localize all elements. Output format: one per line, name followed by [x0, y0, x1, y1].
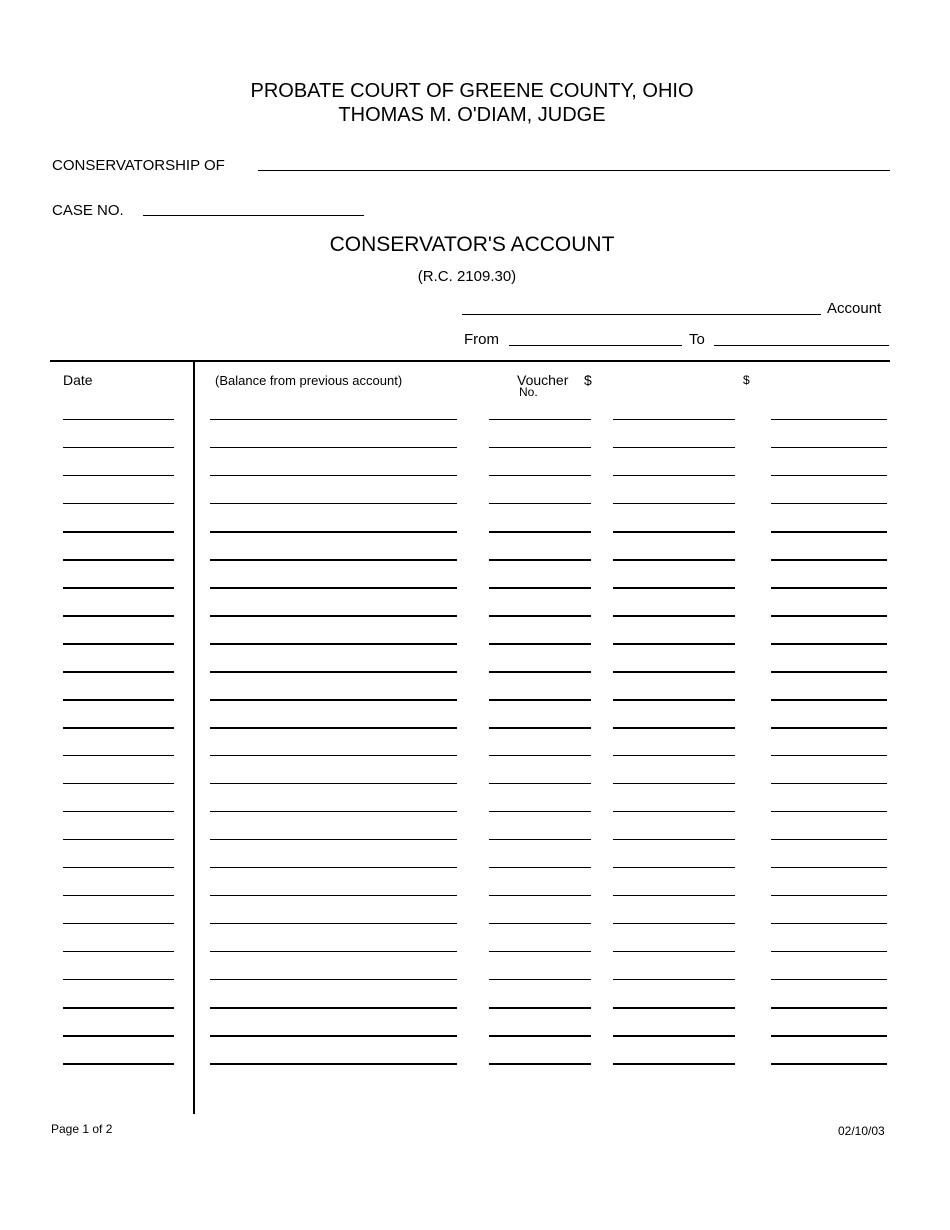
voucher-cell[interactable] [489, 811, 591, 812]
revision-date: 02/10/03 [838, 1124, 885, 1138]
description-cell[interactable] [210, 559, 457, 561]
date-cell[interactable] [63, 559, 174, 561]
date-cell[interactable] [63, 1063, 174, 1065]
balance-cell[interactable] [771, 419, 887, 420]
amount-cell[interactable] [613, 531, 735, 533]
balance-cell[interactable] [771, 671, 887, 673]
case-no-label: CASE NO. [52, 202, 124, 219]
to-date-field[interactable] [714, 345, 889, 346]
form-title: CONSERVATOR'S ACCOUNT [329, 233, 615, 256]
description-cell[interactable] [210, 699, 457, 701]
description-cell[interactable] [210, 811, 457, 812]
balance-cell[interactable] [771, 839, 887, 840]
voucher-no-label: No. [519, 385, 538, 399]
amount-cell[interactable] [613, 979, 735, 980]
from-label: From [464, 331, 499, 348]
voucher-cell[interactable] [489, 587, 591, 589]
voucher-cell[interactable] [489, 1007, 591, 1009]
balance-cell[interactable] [771, 783, 887, 784]
description-cell[interactable] [210, 895, 457, 896]
amount-cell[interactable] [613, 503, 735, 504]
description-cell[interactable] [210, 755, 457, 756]
court-name: PROBATE COURT OF GREENE COUNTY, OHIO [250, 80, 694, 102]
description-cell[interactable] [210, 839, 457, 840]
date-cell[interactable] [63, 643, 174, 645]
balance-cell[interactable] [771, 923, 887, 924]
date-cell[interactable] [63, 531, 174, 533]
from-date-field[interactable] [509, 345, 682, 346]
date-column-header: Date [63, 372, 93, 388]
statute-reference: (R.C. 2109.30) [417, 268, 517, 285]
voucher-cell[interactable] [489, 419, 591, 420]
amount-cell[interactable] [613, 419, 735, 420]
balance-cell[interactable] [771, 447, 887, 448]
description-cell[interactable] [210, 951, 457, 952]
balance-cell[interactable] [771, 1035, 887, 1037]
date-cell[interactable] [63, 615, 174, 617]
voucher-cell[interactable] [489, 699, 591, 701]
description-cell[interactable] [210, 1063, 457, 1065]
voucher-cell[interactable] [489, 923, 591, 924]
description-cell[interactable] [210, 531, 457, 533]
date-cell[interactable] [63, 951, 174, 952]
balance-cell[interactable] [771, 503, 887, 504]
table-top-rule [50, 360, 890, 362]
description-cell[interactable] [210, 1035, 457, 1037]
voucher-cell[interactable] [489, 615, 591, 617]
amount-cell[interactable] [613, 1007, 735, 1009]
balance-cell[interactable] [771, 1007, 887, 1009]
voucher-column-header: Voucher [517, 372, 569, 388]
account-label: Account [827, 300, 882, 317]
date-cell[interactable] [63, 839, 174, 840]
amount-cell[interactable] [613, 923, 735, 924]
balance-cell[interactable] [771, 615, 887, 617]
voucher-cell[interactable] [489, 755, 591, 756]
amount-cell[interactable] [613, 727, 735, 729]
date-cell[interactable] [63, 727, 174, 729]
amount-cell[interactable] [613, 783, 735, 784]
date-cell[interactable] [63, 503, 174, 504]
date-cell[interactable] [63, 783, 174, 784]
balance-cell[interactable] [771, 811, 887, 812]
description-cell[interactable] [210, 643, 457, 645]
voucher-cell[interactable] [489, 447, 591, 448]
voucher-cell[interactable] [489, 895, 591, 896]
page-number: Page 1 of 2 [51, 1122, 113, 1136]
date-cell[interactable] [63, 699, 174, 701]
account-number-field[interactable] [462, 314, 821, 315]
voucher-cell[interactable] [489, 867, 591, 868]
amount-cell[interactable] [613, 867, 735, 868]
balance-cell[interactable] [771, 979, 887, 980]
amount-cell[interactable] [613, 671, 735, 673]
to-label: To [689, 331, 705, 348]
balance-cell[interactable] [771, 559, 887, 561]
date-cell[interactable] [63, 475, 174, 476]
description-cell[interactable] [210, 615, 457, 617]
date-cell[interactable] [63, 587, 174, 589]
voucher-cell[interactable] [489, 503, 591, 504]
amount-cell[interactable] [613, 755, 735, 756]
voucher-cell[interactable] [489, 783, 591, 784]
description-cell[interactable] [210, 587, 457, 589]
amount-cell[interactable] [613, 1063, 735, 1065]
amount-cell[interactable] [613, 951, 735, 952]
voucher-cell[interactable] [489, 979, 591, 980]
voucher-cell[interactable] [489, 839, 591, 840]
description-cell[interactable] [210, 979, 457, 980]
voucher-cell[interactable] [489, 1063, 591, 1065]
conservatorship-field[interactable] [258, 170, 890, 171]
description-cell[interactable] [210, 1007, 457, 1009]
date-cell[interactable] [63, 1007, 174, 1009]
description-cell[interactable] [210, 923, 457, 924]
amount-cell[interactable] [613, 475, 735, 476]
amount-cell[interactable] [613, 895, 735, 896]
table-divider [193, 361, 195, 1114]
dollar-sign-1: $ [584, 372, 592, 388]
balance-cell[interactable] [771, 643, 887, 645]
description-cell[interactable] [210, 671, 457, 673]
balance-cell[interactable] [771, 951, 887, 952]
voucher-cell[interactable] [489, 475, 591, 476]
voucher-cell[interactable] [489, 531, 591, 533]
voucher-cell[interactable] [489, 559, 591, 561]
amount-cell[interactable] [613, 643, 735, 645]
date-cell[interactable] [63, 979, 174, 980]
balance-cell[interactable] [771, 475, 887, 476]
balance-cell[interactable] [771, 1063, 887, 1065]
description-cell[interactable] [210, 447, 457, 448]
balance-cell[interactable] [771, 587, 887, 589]
description-cell[interactable] [210, 783, 457, 784]
description-cell[interactable] [210, 419, 457, 420]
voucher-cell[interactable] [489, 727, 591, 729]
case-no-field[interactable] [143, 215, 364, 216]
conservatorship-label: CONSERVATORSHIP OF [52, 157, 225, 174]
amount-cell[interactable] [613, 447, 735, 448]
amount-cell[interactable] [613, 615, 735, 617]
date-cell[interactable] [63, 895, 174, 896]
description-cell[interactable] [210, 867, 457, 868]
voucher-cell[interactable] [489, 951, 591, 952]
date-cell[interactable] [63, 811, 174, 812]
amount-cell[interactable] [613, 1035, 735, 1037]
balance-cell[interactable] [771, 531, 887, 533]
amount-cell[interactable] [613, 839, 735, 840]
balance-cell[interactable] [771, 755, 887, 756]
date-cell[interactable] [63, 923, 174, 924]
description-column-header: (Balance from previous account) [215, 373, 403, 388]
judge-name: THOMAS M. O'DIAM, JUDGE [338, 104, 606, 126]
balance-cell[interactable] [771, 699, 887, 701]
date-cell[interactable] [63, 419, 174, 420]
amount-cell[interactable] [613, 587, 735, 589]
date-cell[interactable] [63, 1035, 174, 1037]
date-cell[interactable] [63, 755, 174, 756]
balance-cell[interactable] [771, 895, 887, 896]
description-cell[interactable] [210, 503, 457, 504]
date-cell[interactable] [63, 447, 174, 448]
description-cell[interactable] [210, 475, 457, 476]
balance-cell[interactable] [771, 727, 887, 729]
amount-cell[interactable] [613, 559, 735, 561]
balance-cell[interactable] [771, 867, 887, 868]
amount-cell[interactable] [613, 699, 735, 701]
date-cell[interactable] [63, 867, 174, 868]
voucher-cell[interactable] [489, 671, 591, 673]
voucher-cell[interactable] [489, 1035, 591, 1037]
dollar-sign-2: $ [743, 373, 750, 387]
description-cell[interactable] [210, 727, 457, 729]
voucher-cell[interactable] [489, 643, 591, 645]
date-cell[interactable] [63, 671, 174, 673]
amount-cell[interactable] [613, 811, 735, 812]
